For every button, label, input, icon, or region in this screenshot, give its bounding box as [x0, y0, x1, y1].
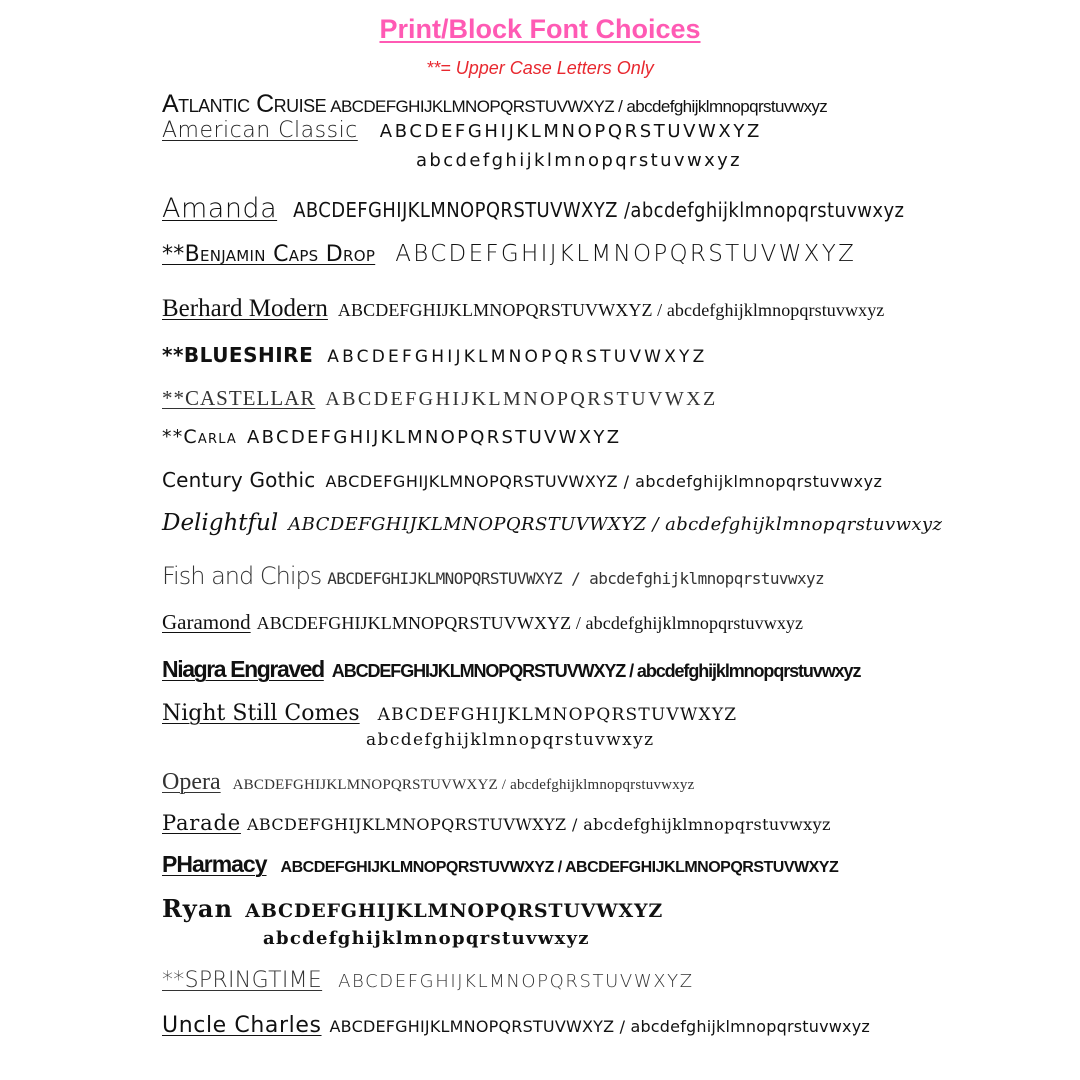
- font-name: Fish and Chips: [162, 562, 322, 590]
- font-name: Century Gothic: [162, 468, 316, 492]
- font-name: **BLUESHIRE: [162, 343, 314, 367]
- font-sample: ABCDEFGHIJKLMNOPQRSTUVWXYZ / abcdefghijklmnopqrstuvwxyz: [327, 569, 825, 588]
- font-sample: ABCDEFGHIJKLMNOPQRSTUVWXYZ: [247, 427, 622, 448]
- font-sample: ABCDEFGHIJKLMNOPQRSTUVWXYZ: [338, 971, 694, 992]
- font-row-garamond: [162, 612, 803, 633]
- font-name: Opera: [162, 769, 221, 795]
- font-row-blueshire: [162, 345, 707, 366]
- font-sample: ABCDEFGHIJKLMNOPQRSTUVWXYZ / abcdefghijklmnopqrstuvwxyz: [232, 777, 695, 793]
- font-row-fish-and-chips: [162, 564, 824, 588]
- font-row-american-classic: [162, 120, 762, 142]
- font-row-atlantic-cruise: [162, 92, 827, 117]
- font-sample: ABCDEFGHIJKLMNOPQRSTUVWXYZ: [395, 241, 857, 267]
- font-row-amanda: [162, 195, 904, 222]
- font-name: Atlantic Cruise: [162, 90, 327, 118]
- font-name: Uncle Charles: [162, 1013, 322, 1038]
- page-title: Print/Block Font Choices: [379, 14, 701, 44]
- font-row-ryan: [162, 894, 663, 923]
- font-row-pharmacy: [162, 853, 838, 876]
- font-name: **Carla: [162, 426, 238, 448]
- font-sample: ABCDEFGHIJKLMNOPQRSTUVWXYZ / abcdefghijklmnopqrstuvwxyz: [246, 815, 831, 834]
- font-name: Night Still Comes: [162, 701, 360, 726]
- font-name: PHarmacy: [162, 851, 267, 877]
- font-row-benjamin-caps-drop: [162, 243, 856, 266]
- font-row-night-still-comes: [162, 703, 737, 725]
- page-subtitle: **= Upper Case Letters Only: [426, 58, 654, 78]
- font-name: Parade: [162, 811, 241, 835]
- font-sample-continuation: abcdefghijklmnopqrstuvwxyz: [416, 150, 743, 171]
- font-sample: ABCDEFGHIJKLMNOPQRSTUVWXYZ / abcdefghijklmnopqrstuvwxyz: [288, 514, 943, 535]
- font-name: Berhard Modern: [162, 295, 328, 322]
- font-sample-continuation: abcdefghijklmnopqrstuvwxyz: [366, 730, 655, 750]
- font-name: **SPRINGTIME: [162, 968, 323, 993]
- font-sample: ABCDEFGHIJKLMNOPQRSTUVWXYZ / ABCDEFGHIJKLMNOPQRSTUVWXYZ: [280, 859, 839, 876]
- font-sample: ABCDEFGHIJKLMNOPQRSTUVWXYZ: [379, 121, 762, 142]
- font-row-carla: [162, 428, 621, 447]
- font-row-springtime: [162, 970, 694, 992]
- font-row-century-gothic: [162, 470, 882, 490]
- font-name: Amanda: [162, 193, 278, 224]
- font-sample: ABCDEFGHIJKLMNOPQRSTUVWXYZ / abcdefghijklmnopqrstuvwxyz: [329, 1017, 870, 1036]
- font-sample: ABCDEFGHIJKLMNOPQRSTUVWXZ: [325, 388, 718, 410]
- font-sample: ABCDEFGHIJKLMNOPQRSTUVWXYZ: [327, 347, 708, 367]
- font-row-parade: [162, 813, 831, 834]
- font-sample: ABCDEFGHIJKLMNOPQRSTUVWXYZ /abcdefghijklmnopqrstuvwxyz: [293, 198, 905, 222]
- font-sample: ABCDEFGHIJKLMNOPQRSTUVWXYZ / abcdefghijklmnopqrstuvwxyz: [330, 97, 828, 116]
- font-sample: ABCDEFGHIJKLMNOPQRSTUVWXYZ: [377, 705, 738, 725]
- font-row-niagra-engraved: [162, 658, 860, 681]
- font-row-opera: [162, 770, 694, 794]
- font-sample-continuation: abcdefghijklmnopqrstuvwxyz: [263, 928, 590, 949]
- font-name: Delightful: [162, 510, 279, 536]
- font-row-uncle-charles: [162, 1015, 870, 1037]
- font-sample: ABCDEFGHIJKLMNOPQRSTUVWXYZ: [245, 900, 663, 922]
- font-sample: ABCDEFGHIJKLMNOPQRSTUVWXYZ / abcdefghijklmnopqrstuvwxyz: [256, 613, 804, 633]
- font-sample: ABCDEFGHIJKLMNOPQRSTUVWXYZ / abcdefghijklmnopqrstuvwxyz: [325, 472, 883, 491]
- font-row-castellar: [162, 388, 718, 409]
- font-row-berhard-modern: [162, 296, 884, 321]
- font-name: Garamond: [162, 610, 251, 634]
- font-name: **CASTELLAR: [162, 386, 316, 410]
- font-name: **Benjamin Caps Drop: [162, 242, 376, 267]
- font-sample: ABCDEFGHIJKLMNOPQRSTUVWXYZ / abcdefghijklmnopqrstuvwxyz: [337, 300, 885, 320]
- font-name: American Classic: [162, 118, 358, 143]
- font-name: Ryan: [162, 894, 234, 923]
- font-sample: ABCDEFGHIJKLMNOPQRSTUVWXYZ / abcdefghijklmnopqrstuvwxyz: [331, 661, 861, 681]
- font-row-delightful: [162, 512, 942, 535]
- font-name: Niagra Engraved: [162, 656, 324, 682]
